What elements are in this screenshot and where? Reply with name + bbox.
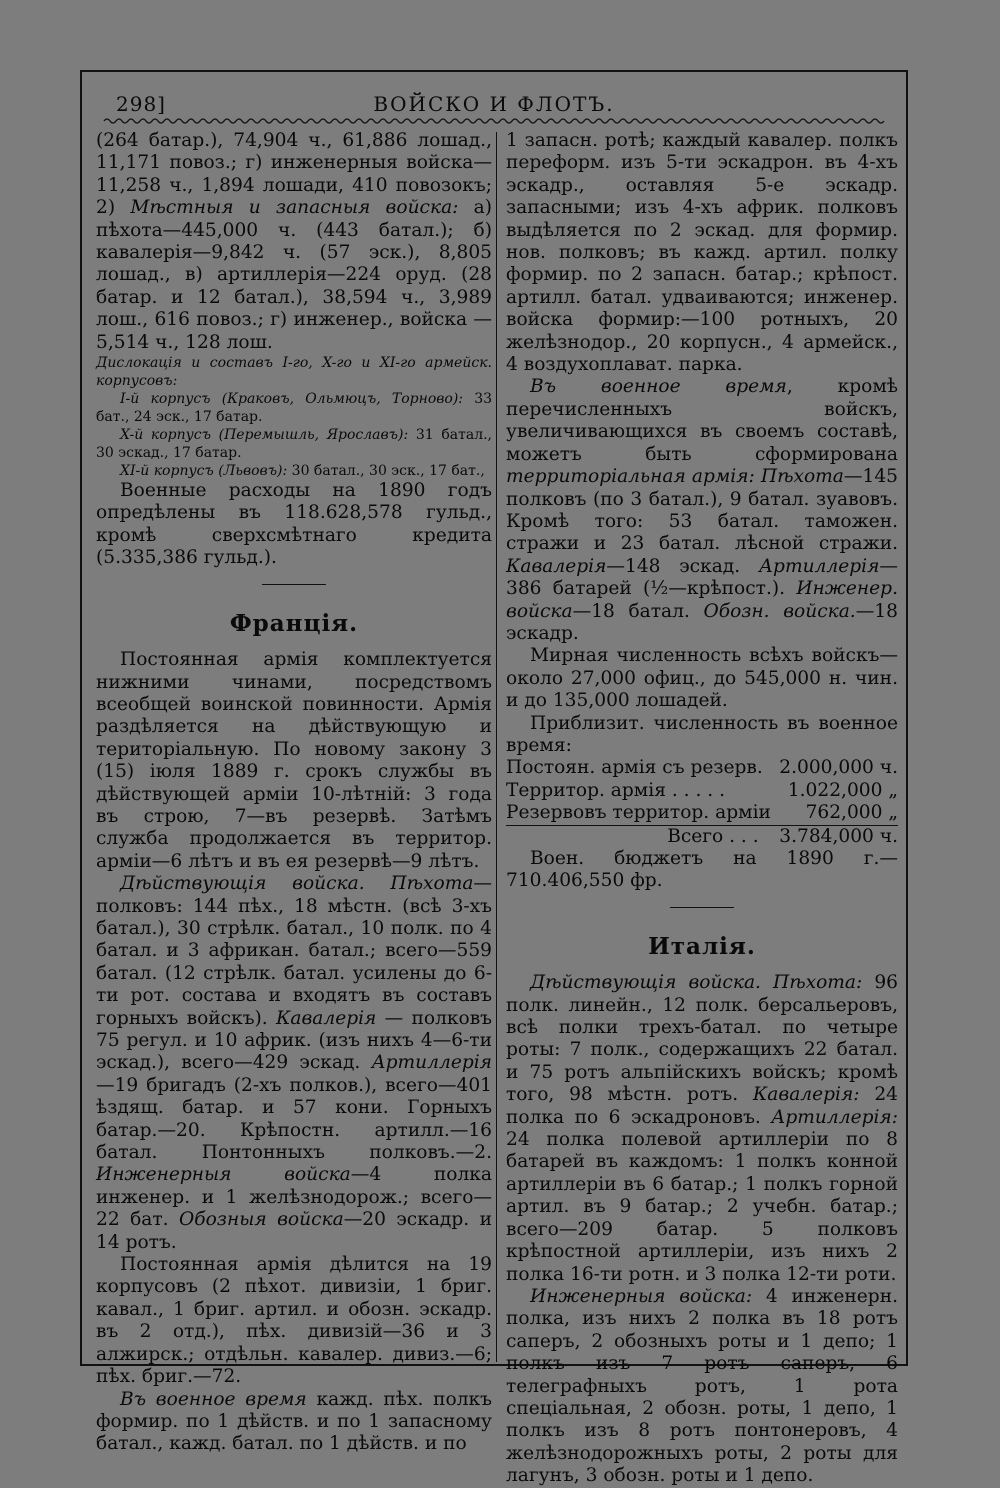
page-number: 298] (116, 92, 166, 116)
table-row (506, 757, 898, 779)
stat-value: 2.000,000 ч. (779, 757, 898, 779)
running-title: ВОЙСКО И ФЛОТЪ. (373, 92, 615, 116)
corps-note-1: I-й корпусъ (Краковъ, Ольмюцъ, Торново): 33 бат., 24 эск., 17 батар. (96, 391, 493, 426)
table-row (506, 802, 898, 825)
wartime-strength-table (506, 757, 898, 848)
italy-engineer-forces-paragraph: Инженерныя войска: 4 инженерн. полка, изъ нихъ 2 полка въ 18 ротъ саперъ, 2 обозныхъ роты и 1 депо; 1 полкъ изъ 7 ротъ саперъ, 6 телеграфныхъ ротъ, 1 рота спеціальная, 2 обозн. роты, 1 депо, 1 полкъ изъ 8 ротъ понтонеровъ, 4 желѣзнодорожныхъ роты, 2 роты для лагунъ, 3 обозн. роты и 1 депо. (506, 1285, 898, 1487)
stat-total-label: Всего . . . (506, 825, 777, 848)
page-header (82, 72, 906, 124)
section-rule (262, 584, 326, 585)
france-standing-army-paragraph: Постоянная армія комплектуется нижними чинами, посредствомъ всеобщей воинской повинности. Армія раздѣляется на дѣйствующую и територіальную. По новому закону 3 (15) іюля 1889 г. срокъ службы въ дѣйствующей арміи 10-лѣтній: 3 года въ строю, 7—въ резервѣ. Затѣмъ служба продолжается въ территор. арміи—6 лѣтъ и въ ея резервѣ—9 лѣтъ. (96, 649, 492, 872)
france-peacetime-strength-paragraph: Мирная численность всѣхъ войскъ—около 27,000 офиц., до 545,000 н. чин. и до 135,000 лошадей. (506, 645, 898, 712)
column-divider (496, 132, 497, 1362)
document-page (80, 70, 908, 1487)
section-rule (670, 907, 734, 908)
france-wartime-strength-intro: Приблизит. численность въ военное время: (506, 712, 898, 756)
table-row (506, 780, 898, 802)
corps-note-3: XI-й корпусъ (Львовъ): 30 батал., 30 эск., 17 бат., (120, 463, 485, 480)
dislocation-heading: Дислокація и составъ I-го, X-го и XI-го армейск. корпусовъ: (96, 355, 492, 390)
stat-value: 1.022,000 „ (787, 779, 898, 801)
right-column (506, 130, 899, 1487)
stat-label: Постоян. армія съ резерв. (506, 757, 763, 779)
stat-label: Территор. армія . . . . . (506, 779, 726, 801)
stat-label: Резервовъ территор. арміи (506, 802, 771, 824)
france-active-forces-paragraph: Дѣйствующія войска. Пѣхота—полковъ: 144 пѣх., 18 мѣстн. (всѣ 3-хъ батал.), 30 стрѣлк. батал., 10 полк. по 4 батал. и 3 африкан. батал.; всего—559 батал. (12 стрѣлк. батал. усилены до 6-ти рот. состава и входятъ въ составъ горныхъ войскъ). Кавалерія — полковъ 75 регул. и 10 африк. (изъ нихъ 4—6-ти эскад.), всего—429 эскад. Артиллерія—19 бригадъ (2-хъ полков.), всего—401 ѣздящ. батар. и 57 кони. Горныхъ батар.—20. Крѣпостн. артилл.—16 батал. Понтонныхъ полковъ.—2. Инженерныя войска—4 полка инженер. и 1 желѣзнодорож.; всего—22 бат. Обозныя войска—20 эскадр. и 14 ротъ. (96, 873, 492, 1253)
france-wartime-paragraph: Въ военное время кажд. пѣх. полкъ формир. по 1 дѣйств. и по 1 запасному батал., кажд. батал. по 1 дѣйств. и по (96, 1388, 493, 1455)
france-wartime-continued-paragraph: 1 запасн. ротѣ; каждый кавалер. полкъ переформ. изъ 5-ти эскадрон. въ 4-хъ эскадр., оставляя 5-е эскадр. запасными; изъ 4-хъ африк. полковъ выдѣляется по 2 эскад. для формир. нов. полковъ; въ кажд. артил. полку формир. по 2 запасн. батар.; крѣпост. артилл. батал. удваиваются; инженер. войска формир:—100 ротныхъ, 20 желѣзнодор., 20 корпусн., 4 армейск., 4 воздухоплават. парка. (506, 130, 898, 376)
military-expenses-paragraph: Военные расходы на 1890 годъ опредѣлены въ 118.628,578 гульд., кромѣ сверхсмѣтнаго кредита (5.335,386 гульд.). (96, 480, 492, 569)
section-title-france: Франція. (229, 609, 359, 637)
france-territorial-paragraph: Въ военное время, кромѣ перечисленныхъ войскъ, увеличивающихся въ своемъ составѣ, можетъ быть сформирована территоріальная армія: Пѣхота—145 полковъ (по 3 батал.), 9 батал. зуавовъ. Кромѣ того: 53 батал. таможен. стражи и 23 батал. лѣсной стражи. Кавалерія—148 эскад. Артиллерія—386 батарей (½—крѣпост.). Инженер. войска—18 батал. Обозн. войска.—18 эскадр. (506, 376, 899, 644)
table-total-row (506, 825, 898, 848)
corps-note-2: X-й корпусъ (Перемышль, Ярославъ): 31 батал., 30 эскад., 17 батар. (96, 427, 492, 462)
section-title-italy: Италія. (648, 932, 756, 960)
italy-active-forces-paragraph: Дѣйствующія войска. Пѣхота: 96 полк. линейн., 12 полк. берсальеровъ, всѣ полки трехъ-батал. по четыре роты: 7 полк., содержащихъ 22 батал. и 75 ротъ альпійскихъ войскъ; кромѣ того, 98 мѣстн. ротъ. Кавалерія: 24 полка по 6 эскадроновъ. Артиллерія: 24 полка полевой артиллеріи по 8 батарей въ каждомъ: 1 полкъ конной артиллеріи въ 6 батар.; 1 полкъ горной артил. въ 9 батар.; 2 учебн. батар.; всего—209 батар. 5 полковъ крѣпостной артиллеріи, изъ нихъ 2 полка 16-ти ротн. и 3 полка 12-ти роти. (506, 972, 898, 1285)
austria-forces-paragraph: (264 батар.), 74,904 ч., 61,886 лошад., 11,171 повоз.; г) инженерныя войска—11,258 ч., 1,894 лошади, 410 повозокъ; 2) Мѣстныя и запасныя войска: а) пѣхота—445,000 ч. (443 батал.); б) кавалерія—9,842 ч. (57 эск.), 8,805 лошад., в) артиллерія—224 оруд. (28 батар. и 12 батал.), 38,594 ч., 3,989 лош., 616 повоз.; г) инженер., войска — 5,514 ч., 128 лош. (96, 130, 492, 353)
france-budget-line: Воен. бюджетъ на 1890 г.—710.406,550 фр. (506, 848, 898, 892)
stat-value: 762,000 „ (805, 802, 898, 824)
stat-total-value: 3.784,000 ч. (777, 825, 898, 848)
left-column (96, 130, 493, 1455)
france-corps-paragraph: Постоянная армія дѣлится на 19 корпусовъ (2 пѣхот. дивизіи, 1 бриг. кавал., 1 бриг. артил. и обозн. эскадр. въ 2 отд.), пѣх. дивизій—36 и 3 алжирск.; отдѣльн. кавалер. дивиз.—6; пѣх. бриг.—72. (96, 1254, 492, 1388)
wavy-rule (104, 116, 884, 126)
